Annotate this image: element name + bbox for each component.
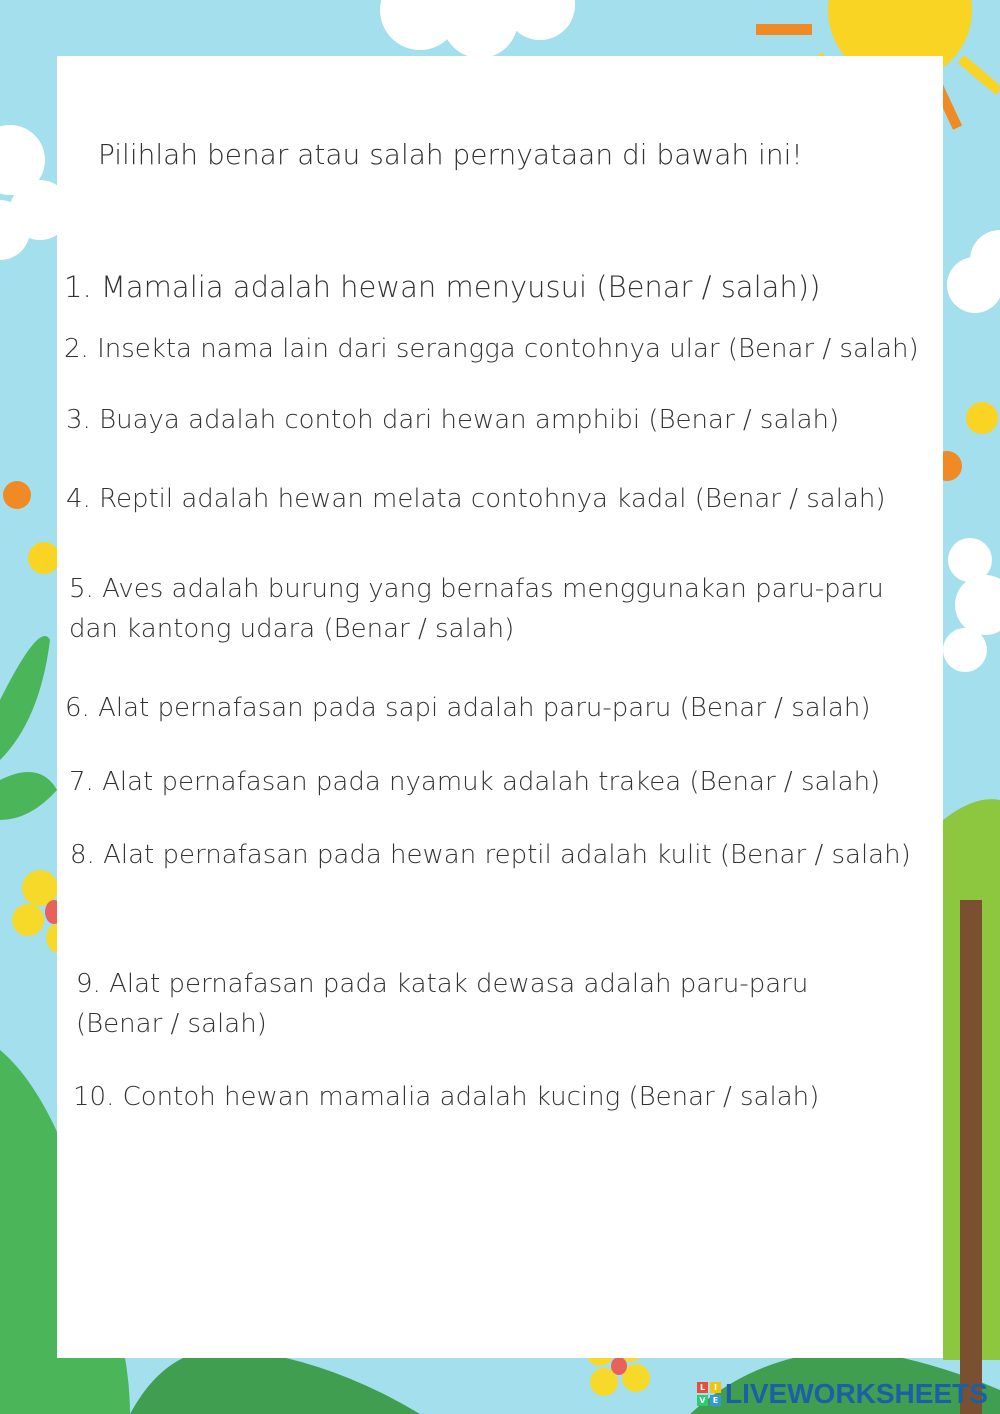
orange-dot <box>3 481 31 509</box>
leaf-icon <box>0 772 57 820</box>
question-1: 1. Mamalia adalah hewan menyusui (Benar / salah)) <box>64 270 821 304</box>
question-5-line-2: dan kantong udara (Benar / salah) <box>69 614 515 644</box>
liveworksheets-wordmark: LIVEWORKSHEETS <box>725 1378 988 1409</box>
logo-letter: E <box>710 1395 721 1406</box>
cloud-right-lower <box>943 538 1000 672</box>
liveworksheets-logo-icon <box>697 1382 721 1406</box>
logo-letter: L <box>697 1382 708 1393</box>
question-9-line-1: 9. Alat pernafasan pada katak dewasa adalah paru-paru <box>76 969 809 999</box>
yellow-dot <box>28 542 60 574</box>
question-6: 6. Alat pernafasan pada sapi adalah paru-paru (Benar / salah) <box>65 693 871 723</box>
question-7: 7. Alat pernafasan pada nyamuk adalah trakea (Benar / salah) <box>69 767 881 797</box>
logo-letter: V <box>697 1395 708 1406</box>
yellow-dot <box>966 402 998 434</box>
cloud-right-upper <box>947 230 1000 313</box>
question-5-line-1: 5. Aves adalah burung yang bernafas menggunakan paru-paru <box>69 574 884 604</box>
question-2: 2. Insekta nama lain dari serangga contohnya ular (Benar / salah) <box>64 334 919 364</box>
question-10: 10. Contoh hewan mamalia adalah kucing (Benar / salah) <box>73 1082 820 1112</box>
question-9-line-2: (Benar / salah) <box>76 1009 267 1039</box>
hill-bottom <box>130 1349 420 1414</box>
question-4: 4. Reptil adalah hewan melata contohnya kadal (Benar / salah) <box>66 484 886 514</box>
instruction-heading: Pilihlah benar atau salah pernyataan di bawah ini! <box>98 138 803 171</box>
cloud-top <box>380 0 575 58</box>
question-3: 3. Buaya adalah contoh dari hewan amphibi (Benar / salah) <box>66 405 840 435</box>
logo-letter: I <box>710 1382 721 1393</box>
liveworksheets-watermark <box>697 1378 988 1410</box>
question-8: 8. Alat pernafasan pada hewan reptil adalah kulit (Benar / salah) <box>70 840 911 870</box>
tree-trunk <box>960 900 982 1414</box>
leaf-icon <box>0 636 50 760</box>
